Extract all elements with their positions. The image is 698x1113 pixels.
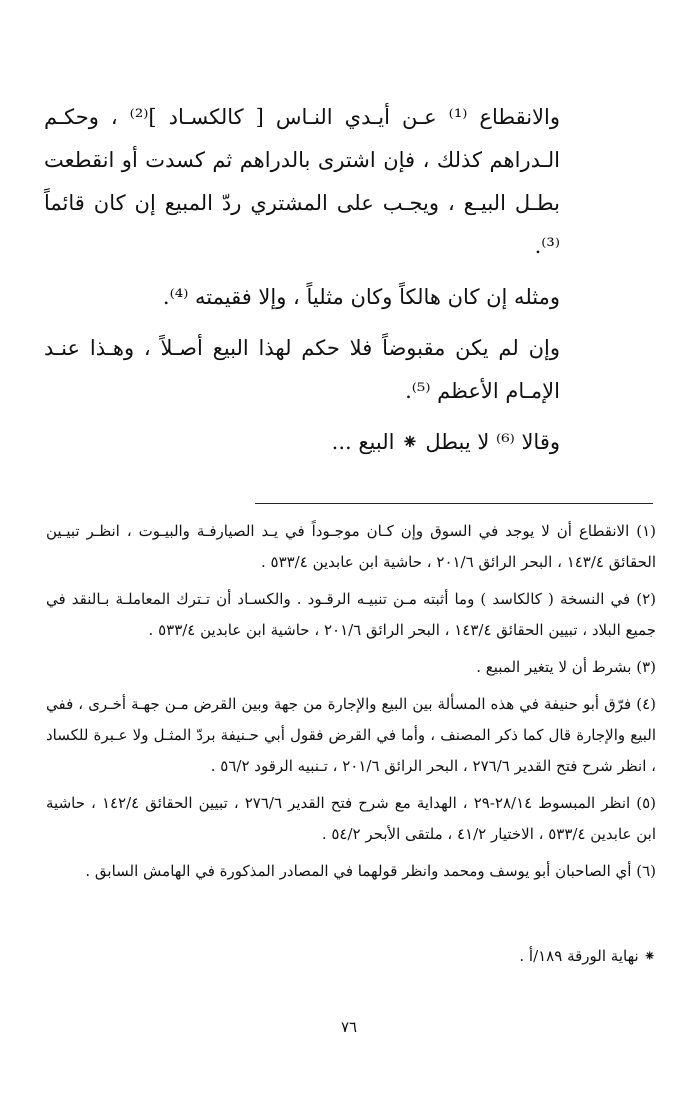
paragraph-2: ومثله إن كان هالكاً وكان مثلياً ، وإلا فقيمته ⁽⁴⁾. <box>162 285 560 309</box>
folio-marker: ⁕ نهاية الورقة ١٨٩/أ . <box>519 947 656 965</box>
footnote-1: (١) الانقطاع أن لا يوجد في السوق وإن كـان موجـوداً في يـد الصيارفـة والبيـوت ، انظـر تبيـين الحقائق ١٤٣/٤ ، البحر الرائق ٢٠١/٦ ، حاشية ابن عابدين ٥٣٣/٤ . <box>46 522 656 571</box>
paragraph-3: وإن لم يكن مقبوضاً فلا حكم لهذا البيع أصـلاً ، وهـذا عنـد الإمـام الأعظم ⁽⁵⁾. <box>44 336 560 403</box>
footnote-6: (٦) أي الصاحبان أبو يوسف ومحمد وانظر قولهما في المصادر المذكورة في الهامش السابق . <box>85 862 656 880</box>
paragraph-4: وقالا ⁽⁶⁾ لا يبطل ⁕ البيع ... <box>331 430 560 454</box>
footnotes <box>46 516 656 893</box>
footnote-3: (٣) بشرط أن لا يتغير المبيع . <box>476 658 656 676</box>
footnote-2: (٢) في النسخة ( كالكاسد ) وما أثبته مـن تنبيـه الرقـود . والكسـاد أن تـترك المعاملـة بـالنقد في جميع البلاد ، تبيين الحقائق ١٤٣/٤ ، البحر الرائق ٢٠١/٦ ، حاشية ابن عابدين ٥٣٣/٤ . <box>46 590 656 639</box>
footnote-4: (٤) فرّق أبو حنيفة في هذه المسألة بين البيع والإجارة من جهة وبين القرض مـن جهـة أخـرى ، ففي البيع والإجارة قال كما ذكر المصنف ، وأما في القرض فقول أبي حـنيفة بردّ المثـل ولا عـبرة للكساد ، انظر شرح فتح القدير ٢٧٦/٦ ، البحر الرائق ٢٠١/٦ ، تـنبيه الرقود ٥٦/٢ . <box>46 695 656 775</box>
footnote-5: (٥) انظر المبسوط ٢٨/١٤-٢٩ ، الهداية مع شرح فتح القدير ٢٧٦/٦ ، تبيين الحقائق ١٤٢/٤ ، حاشية ابن عابدين ٥٣٣/٤ ، الاختيار ٤١/٢ ، ملتقى الأبحر ٥٤/٢ . <box>46 794 657 843</box>
paragraph-1: والانقطاع ⁽¹⁾ عـن أيـدي النـاس [ كالكسـاد ]⁽²⁾ ، وحكـم الـدراهم كذلك ، فإن اشترى بالدراهم ثم كسدت أو انقطعت بطـل البيـع ، ويجـب على المشتري ردّ المبيع إن كان قائماً ⁽³⁾. <box>44 105 560 258</box>
footnote-separator <box>255 503 653 504</box>
main-text <box>44 96 560 472</box>
page-number: ٧٦ <box>340 1018 358 1036</box>
